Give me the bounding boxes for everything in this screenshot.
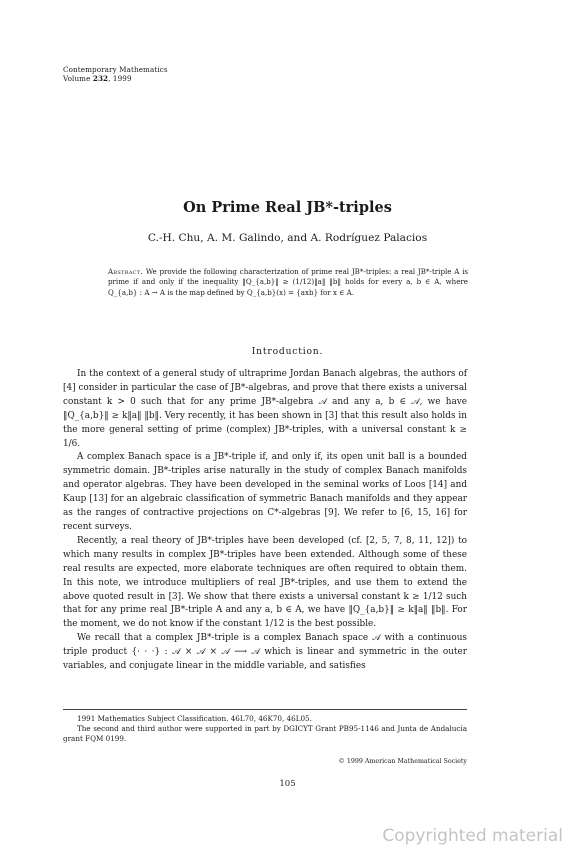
footnote: The second and third author were supported in part by DGICYT Grant PB95-1146 and Junta de Andalucía grant FQM 0199.: [63, 724, 467, 743]
volume-prefix: Volume: [63, 73, 93, 83]
section-heading: Introduction.: [251, 346, 324, 357]
watermark: Copyrighted material: [382, 826, 563, 846]
paragraph: Recently, a real theory of JB*-triples have been developed (cf. [2, 5, 7, 8, 11, 12]) to which many results in complex JB*-triples have been extended. Although some of these real results are expected, more elaborate techniques are often required to obtain them. In this note, we introduce multipliers of real JB*-triples, and use them to extend the above quoted result in [3]. We show that there exists a universal constant k ≥ 1/12 such that for any prime real JB*-triple A and any a, b ∈ A, we have ‖Q_{a,b}‖ ≥ k‖a‖ ‖b‖. For the moment, we do not know if the constant 1/12 is the best possible.: [63, 535, 467, 630]
volume-number: 232: [92, 73, 109, 83]
abstract: [108, 267, 468, 298]
abstract-label: Abstract.: [108, 267, 144, 276]
footnote: 1991 Mathematics Subject Classification. 46L70, 46K70, 46L05.: [77, 714, 312, 723]
abstract-text: We provide the following characterization of prime real JB*-triples: a real JB*-triple A is prime if and only if the inequality ‖Q_{a,b}‖ ≥ (1/12)‖a‖ ‖b‖ holds for every a, b ∈ A, where Q_{a,b} : A → A is the map defined by Q_{a,b}(x) = {axb} for x ∈ A.: [108, 267, 468, 297]
footnote-divider: [63, 709, 467, 710]
footnotes: [63, 714, 467, 744]
journal-volume: [63, 75, 168, 84]
journal-name: Contemporary Mathematics: [63, 65, 168, 74]
article-authors: C.-H. Chu, A. M. Galindo, and A. Rodríguez Palacios: [147, 232, 428, 244]
body-text: [63, 368, 467, 674]
paragraph: We recall that a complex JB*-triple is a complex Banach space 𝒜 with a continuous triple product {· · ·} : 𝒜 × 𝒜 × 𝒜 ⟶ 𝒜 which is linear and symmetric in the outer variables, and conjugate linear in the middle variable, and satisfies: [63, 633, 467, 672]
journal-info: [63, 66, 168, 83]
copyright-notice: © 1999 American Mathematical Society: [338, 758, 467, 765]
volume-year: , 1999: [108, 73, 132, 83]
paragraph: A complex Banach space is a JB*-triple if, and only if, its open unit ball is a bounded symmetric domain. JB*-triples arise naturally in the study of complex Banach manifolds and operator algebras. They have been developed in the seminal works of Loos [14] and Kaup [13] for an algebraic classification of symmetric Banach manifolds and they appear as the ranges of contractive projections on C*-algebras [9]. We refer to [6, 15, 16] for recent surveys.: [63, 452, 467, 532]
page-number: 105: [279, 779, 296, 789]
article-title: On Prime Real JB*-triples: [183, 199, 392, 216]
paragraph: In the context of a general study of ultraprime Jordan Banach algebras, the authors of [4] consider in particular the case of JB*-algebras, and prove that there exists a universal constant k > 0 such that for any prime JB*-algebra 𝒜 and any a, b ∈ 𝒜, we have ‖Q_{a,b}‖ ≥ k‖a‖ ‖b‖. Very recently, it has been shown in [3] that this result also holds in the more general setting of prime (complex) JB*-triples, with a universal constant k ≥ 1/6.: [63, 369, 467, 449]
